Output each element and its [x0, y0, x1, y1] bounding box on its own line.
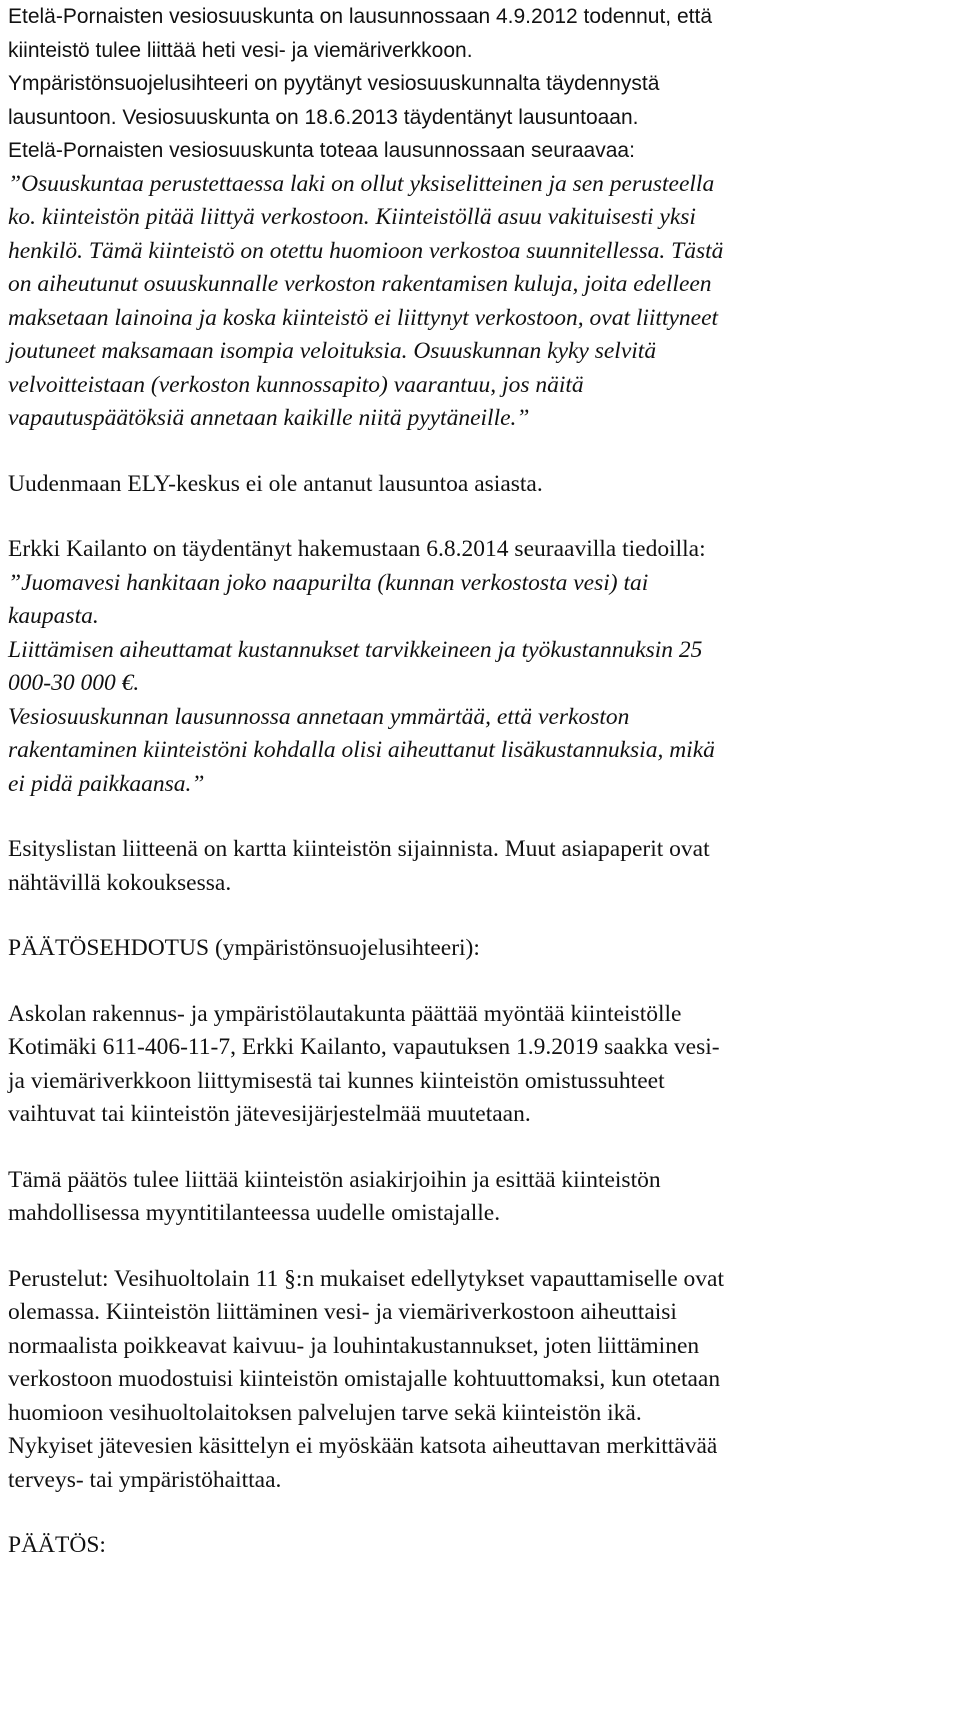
text-line: Kotimäki 611-406-11-7, Erkki Kailanto, vapautuksen 1.9.2019 saakka vesi-: [8, 1034, 720, 1060]
text-line: maksetaan lainoina ja koska kiinteistö ei liittynyt verkostoon, ovat liittyneet: [8, 304, 719, 331]
text-line: vapautuspäätöksiä annetaan kaikille niitä pyytäneille.”: [8, 405, 530, 431]
water-cooperative-quote: [8, 168, 953, 436]
text-line: Uudenmaan ELY-keskus ei ole antanut lausuntoa asiasta.: [8, 470, 543, 497]
text-line: Perustelut: Vesihuoltolain 11 §:n mukaiset edellytykset vapauttamiselle ovat: [8, 1265, 724, 1292]
text-line: Vesiosuuskunnan lausunnossa annetaan ymmärtää, että verkoston: [8, 703, 630, 730]
attachment-note: [8, 833, 953, 900]
text-line: ”Osuuskuntaa perustettaessa laki on ollut yksiselitteinen ja sen perusteella: [8, 170, 715, 197]
text-line: Etelä-Pornaisten vesiosuuskunta toteaa lausunnossaan seuraavaa:: [8, 139, 635, 162]
text-line: huomioon vesihuoltolaitoksen palvelujen tarve sekä kiinteistön ikä.: [8, 1399, 642, 1426]
reasons-paragraph: [8, 1263, 953, 1498]
text-line: olemassa. Kiinteistön liittäminen vesi- ja viemäriverkostoon aiheuttaisi: [8, 1299, 677, 1325]
text-line: verkostoon muodostuisi kiinteistön omistajalle kohtuuttomaksi, kun otetaan: [8, 1366, 721, 1392]
text-line: lausuntoon. Vesiosuuskunta on 18.6.2013 täydentänyt lausuntoaan.: [8, 105, 639, 129]
text-line: Erkki Kailanto on täydentänyt hakemustaan 6.8.2014 seuraavilla tiedoilla:: [8, 536, 706, 562]
text-line: vaihtuvat tai kiinteistön jätevesijärjestelmää muutetaan.: [8, 1101, 531, 1127]
text-line: Ympäristönsuojelusihteeri on pyytänyt vesiosuuskunnalta täydennystä: [8, 72, 660, 95]
section-heading: PÄÄTÖSEHDOTUS (ympäristönsuojelusihteeri):: [8, 935, 480, 961]
text-line: mahdollisessa myyntitilanteessa uudelle omistajalle.: [8, 1200, 501, 1226]
text-line: kiinteistö tulee liittää heti vesi- ja viemäriverkkoon.: [8, 38, 473, 62]
paragraph-spacer: [8, 1231, 960, 1263]
text-line: Tämä päätös tulee liittää kiinteistön asiakirjoihin ja esittää kiinteistön: [8, 1166, 661, 1193]
text-line: ”Juomavesi hankitaan joko naapurilta (kunnan verkostosta vesi) tai: [8, 569, 649, 596]
decision-heading: [8, 1529, 953, 1563]
text-line: nähtävillä kokouksessa.: [8, 869, 232, 896]
paragraph-spacer: [8, 501, 960, 533]
applicant-supplement: [8, 533, 953, 801]
proposal-heading: [8, 932, 953, 966]
section-heading: PÄÄTÖS:: [8, 1532, 106, 1558]
text-line: Esityslistan liitteenä on kartta kiinteistön sijainnista. Muut asiapaperit ovat: [8, 836, 710, 862]
paragraph-spacer: [8, 966, 960, 998]
text-line: velvoitteistaan (verkoston kunnossapito) vaarantuu, jos näitä: [8, 371, 584, 398]
text-line: kaupasta.: [8, 603, 99, 629]
text-line: on aiheutunut osuuskunnalle verkoston rakentamisen kuluja, joita edelleen: [8, 271, 712, 297]
text-line: normaalista poikkeavat kaivuu- ja louhintakustannukset, joten liittäminen: [8, 1332, 700, 1359]
text-line: 000-30 000 €.: [8, 670, 140, 696]
text-line: rakentaminen kiinteistöni kohdalla olisi aiheuttanut lisäkustannuksia, mikä: [8, 737, 715, 763]
text-line: ei pidä paikkaansa.”: [8, 770, 205, 797]
proposal-paragraph: [8, 998, 953, 1132]
intro-paragraph: [8, 0, 953, 168]
text-line: Liittämisen aiheuttamat kustannukset tarvikkeineen ja työkustannuksin 25: [8, 636, 703, 663]
text-line: joutuneet maksamaan isompia veloituksia. Osuuskunnan kyky selvitä: [8, 338, 657, 364]
ely-statement: [8, 468, 953, 502]
text-line: Askolan rakennus- ja ympäristölautakunta päättää myöntää kiinteistölle: [8, 1000, 682, 1027]
paragraph-spacer: [8, 436, 960, 468]
text-line: ko. kiinteistön pitää liittyä verkostoon. Kiinteistöllä asuu vakituisesti yksi: [8, 204, 696, 230]
paragraph-spacer: [8, 1497, 960, 1529]
paragraph-spacer: [8, 1132, 960, 1164]
text-line: Etelä-Pornaisten vesiosuuskunta on lausunnossaan 4.9.2012 todennut, että: [8, 5, 713, 28]
text-line: terveys- tai ympäristöhaittaa.: [8, 1466, 282, 1493]
text-line: Nykyiset jätevesien käsittelyn ei myöskään katsota aiheuttavan merkittävää: [8, 1433, 718, 1459]
text-line: ja viemäriverkkoon liittymisestä tai kunnes kiinteistön omistussuhteet: [8, 1067, 665, 1094]
paragraph-spacer: [8, 900, 960, 932]
registration-paragraph: [8, 1164, 953, 1231]
text-line: henkilö. Tämä kiinteistö on otettu huomioon verkostoa suunnitellessa. Tästä: [8, 237, 724, 264]
paragraph-spacer: [8, 801, 960, 833]
